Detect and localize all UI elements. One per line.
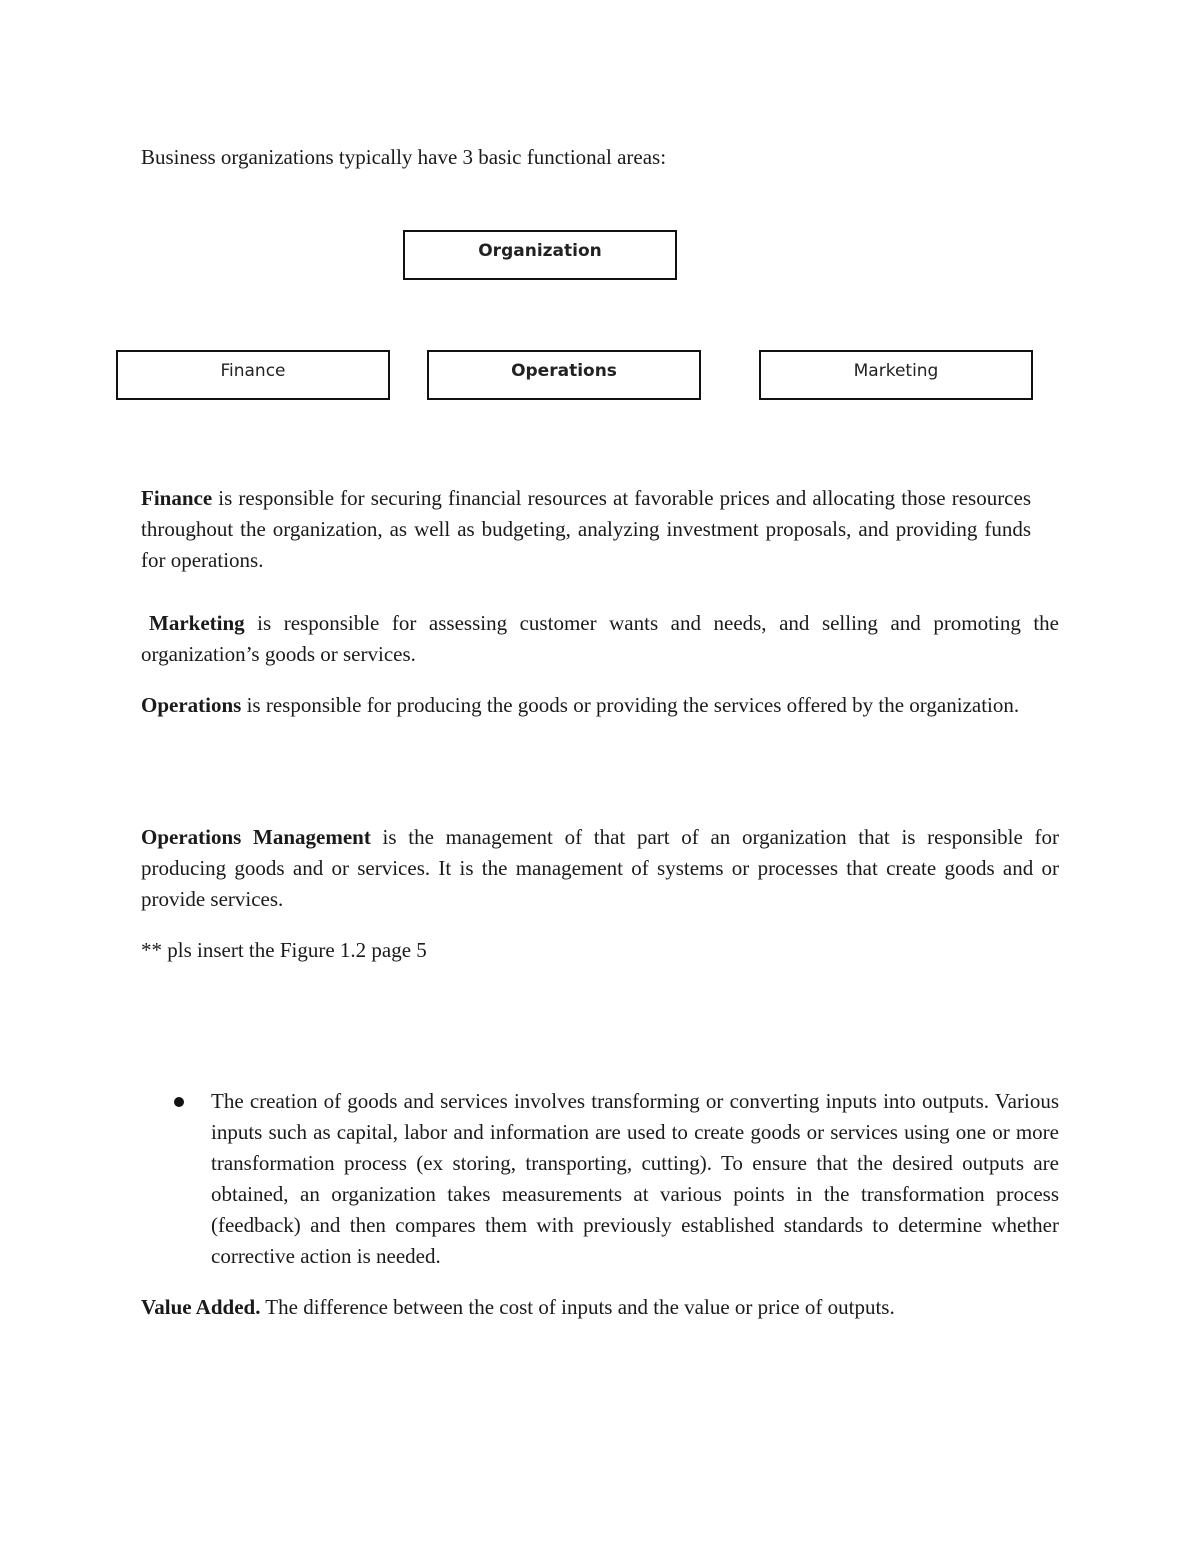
operations-management-term: Operations Management — [141, 825, 371, 849]
marketing-term: Marketing — [149, 611, 245, 635]
operations-term: Operations — [141, 693, 242, 717]
operations-management-definition: is the management of that part of an organization that is responsible for producing goods and or services. It is the management of systems or processes that create goods and or provide services. — [141, 825, 1059, 911]
finance-definition: is responsible for securing financial resources at favorable prices and allocating those resources throughout the organization, as well as budgeting, analyzing investment proposals, and providing funds for operations. — [141, 486, 1031, 572]
marketing-paragraph — [141, 608, 1059, 670]
operations-management-paragraph — [141, 822, 1059, 915]
finance-paragraph — [141, 483, 1031, 576]
intro-text: Business organizations typically have 3 basic functional areas: — [141, 145, 667, 169]
bullet-text: The creation of goods and services involves transforming or converting inputs into outputs. Various inputs such as capital, labor and information are used to create goods or services using one or more transformation process (ex storing, transporting, cutting). To ensure that the desired outputs are obtained, an organization takes measurements at various points in the transformation process (feedback) and then compares them with previously established standards to determine whether corrective action is needed. — [211, 1089, 1059, 1268]
finance-term: Finance — [141, 486, 213, 510]
bullet-icon — [174, 1097, 184, 1107]
diagram-box-operations: Operations — [427, 350, 701, 400]
operations-paragraph — [141, 690, 1059, 721]
diagram-box-finance: Finance — [116, 350, 390, 400]
diagram-box-marketing: Marketing — [759, 350, 1033, 400]
marketing-definition: is responsible for assessing customer wants and needs, and selling and promoting the organization’s goods or services. — [141, 611, 1059, 666]
figure-note: ** pls insert the Figure 1.2 page 5 — [141, 938, 427, 962]
value-added-paragraph — [141, 1292, 1059, 1323]
value-added-definition: The difference between the cost of inputs and the value or price of outputs. — [260, 1295, 895, 1319]
value-added-term: Value Added. — [141, 1295, 261, 1319]
diagram-box-organization: Organization — [403, 230, 677, 280]
operations-definition: is responsible for producing the goods or providing the services offered by the organization. — [241, 693, 1020, 717]
